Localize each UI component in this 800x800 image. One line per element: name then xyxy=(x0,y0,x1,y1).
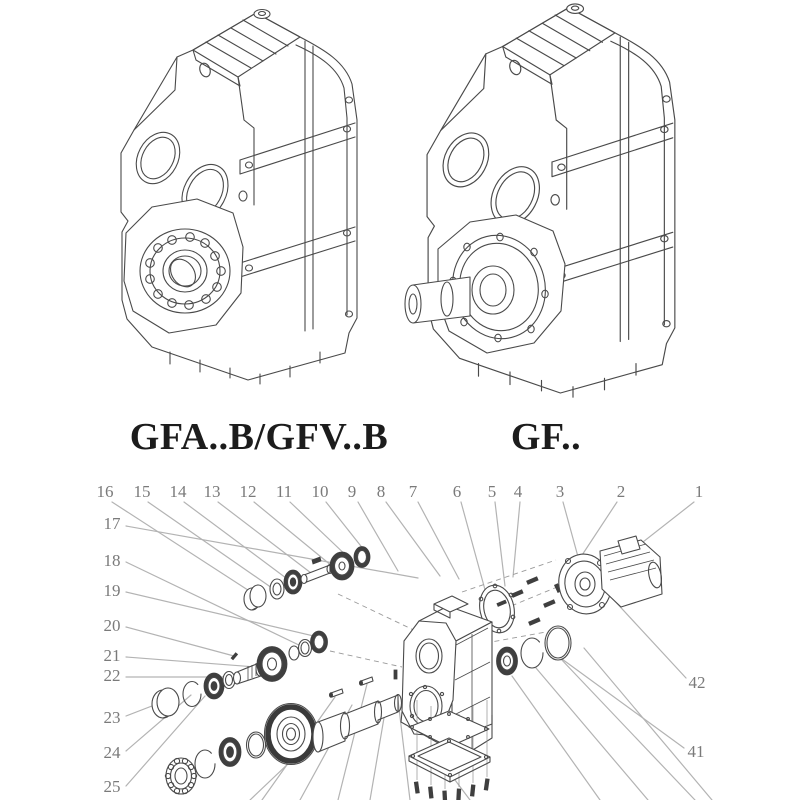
callout-2: 2 xyxy=(616,482,626,501)
bearing-mid xyxy=(204,673,224,699)
callout-19: 19 xyxy=(103,581,121,600)
seal-ring xyxy=(270,579,284,599)
callout-16: 16 xyxy=(96,482,114,501)
motor-unit xyxy=(475,536,663,636)
motor-body xyxy=(600,536,664,607)
snap-ring xyxy=(183,682,201,707)
model-label-gfab: GFA..B/GFV..B xyxy=(129,416,389,458)
end-cover xyxy=(152,688,179,718)
callout-17: 17 xyxy=(103,514,121,533)
callout-18: 18 xyxy=(103,551,121,570)
callout-10: 10 xyxy=(311,482,329,501)
housing-bolt xyxy=(394,670,397,679)
callout-11: 11 xyxy=(275,482,293,501)
callout-1: 1 xyxy=(694,482,704,501)
callout-24: 24 xyxy=(103,743,121,762)
callout-14: 14 xyxy=(169,482,187,501)
callout-13: 13 xyxy=(203,482,221,501)
bearing-small-2 xyxy=(354,547,370,568)
thin-washer xyxy=(247,732,266,758)
callout-25: 25 xyxy=(103,777,121,796)
callout-7: 7 xyxy=(408,482,418,501)
output-bearing-face xyxy=(124,199,243,333)
callout-8: 8 xyxy=(376,482,386,501)
callout-15: 15 xyxy=(133,482,151,501)
callout-4: 4 xyxy=(513,482,523,501)
model-label-gf: GF.. xyxy=(510,416,582,458)
callout-5: 5 xyxy=(487,482,497,501)
ring-spacer xyxy=(299,640,312,657)
end-cap xyxy=(244,585,266,610)
gear-output xyxy=(265,704,318,765)
exploded-diagram xyxy=(97,482,713,800)
o-ring xyxy=(545,626,571,660)
callout-42: 42 xyxy=(688,673,706,692)
output-shaft xyxy=(313,695,402,753)
snap-ring-output xyxy=(195,750,215,778)
seal-output xyxy=(219,738,241,767)
output-seals xyxy=(497,626,572,675)
callout-21: 21 xyxy=(103,646,121,665)
intermediate-shaft-parts xyxy=(152,631,328,718)
input-shaft-parts xyxy=(244,547,370,611)
gearbox-drawing-gf xyxy=(405,4,675,397)
bearing-mid-2 xyxy=(311,631,328,653)
callout-22: 22 xyxy=(103,666,121,685)
callout-9: 9 xyxy=(347,482,357,501)
gear-intermediate xyxy=(257,647,287,682)
bearing-small xyxy=(284,570,302,594)
solid-shaft xyxy=(405,277,470,323)
retaining-ring xyxy=(521,638,543,668)
callout-23: 23 xyxy=(103,708,121,727)
callout-20: 20 xyxy=(103,616,121,635)
gear-input xyxy=(330,552,354,580)
gearbox-drawing-gfab xyxy=(121,10,357,385)
callout-3: 3 xyxy=(555,482,565,501)
spacer xyxy=(289,646,299,660)
cover-bolts xyxy=(414,779,489,800)
callout-41: 41 xyxy=(687,742,705,761)
callout-12: 12 xyxy=(239,482,257,501)
roller-bearing xyxy=(165,758,196,794)
pinion-shaft xyxy=(301,557,333,584)
oil-seal xyxy=(497,647,518,675)
callout-6: 6 xyxy=(452,482,462,501)
set-screw xyxy=(231,653,237,660)
